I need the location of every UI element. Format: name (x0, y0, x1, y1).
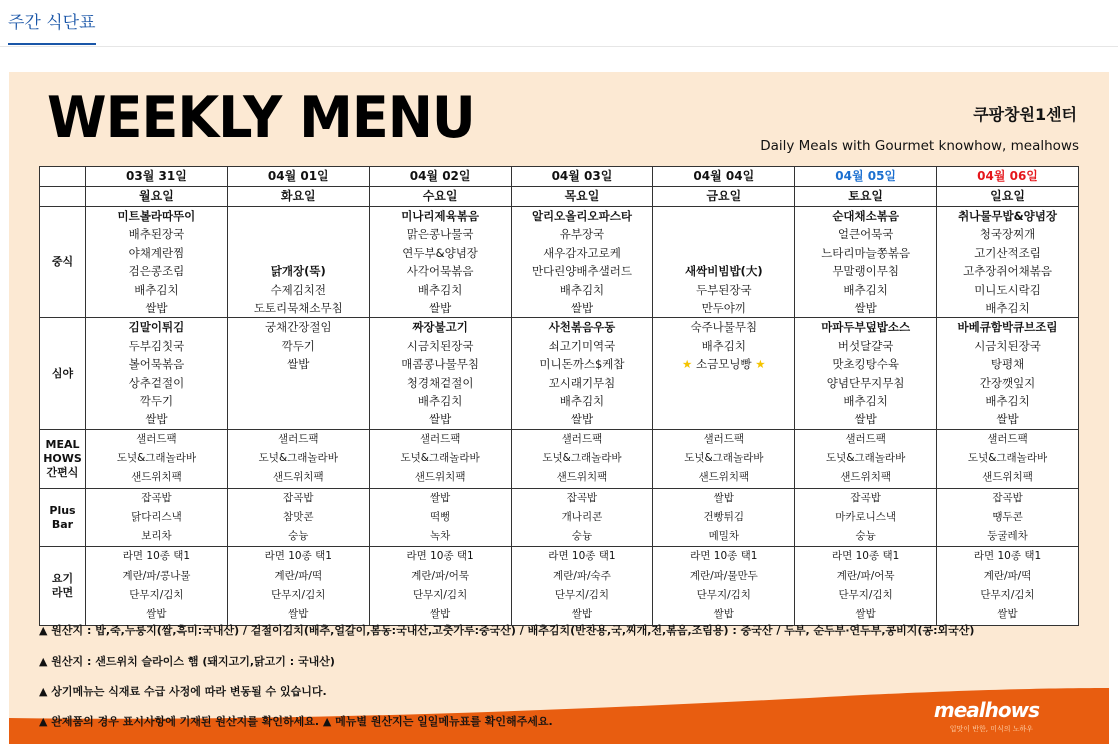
mealhows-logo-subtitle: 입맛이 반한, 미식의 노하우 (949, 725, 1033, 733)
dinner-row (40, 318, 1079, 429)
dinner-cell-sun (937, 318, 1079, 429)
menu-item: 만두야끼 (701, 300, 747, 315)
menu-item: 취나물무밥&양념장 (958, 209, 1057, 223)
menu-item: 시금치된장국 (974, 338, 1041, 353)
lunch-cell-mon (86, 207, 228, 318)
menu-item: 만다린양배추샐러드 (531, 264, 632, 279)
lunch-cell-tue (227, 207, 369, 318)
menu-item: 매콤콩나물무침 (401, 357, 479, 372)
menu-item: 깍두기 (281, 338, 315, 353)
day-cell: 수요일 (369, 187, 511, 207)
date-cell: 03월 31일 (86, 167, 228, 187)
mealhows-cell: 샐러드팩 도넛&그래놀라바 샌드위치팩 (795, 429, 937, 488)
dinner-cell-sat (795, 318, 937, 429)
ramen-cell: 라면 10종 택1 계란/파/어묵 단무지/김치 쌀밥 (795, 547, 937, 625)
menu-item: 배추김치 (134, 282, 179, 297)
menu-item: 소금모닝빵 (696, 357, 752, 372)
plus-bar-cell: 잡곡밥 개나리콘 숭늉 (511, 488, 653, 547)
menu-item: 알리오올리오파스타 (531, 209, 632, 223)
dinner-label: 심야 (40, 318, 86, 429)
lunch-cell-wed (369, 207, 511, 318)
day-cell: 월요일 (86, 187, 228, 207)
menu-item: 궁채간장절임 (264, 320, 332, 335)
menu-item: 배추김치 (843, 282, 888, 297)
menu-item: 닭개장(뚝) (270, 264, 326, 279)
note-sandwich: ▲ 원산지 : 샌드위치 슬라이스 햄 (돼지고기,닭고기 : 국내산) (39, 655, 335, 668)
plus-bar-cell: 잡곡밥 닭다리스낵 보리차 (86, 488, 228, 547)
center-name: 쿠팡창원1센터 (973, 105, 1077, 124)
menu-item: 탕평채 (990, 357, 1025, 372)
menu-item: 쌀밥 (854, 412, 877, 427)
menu-item: 배추김치 (559, 393, 605, 408)
menu-item: 볼어묵볶음 (128, 357, 185, 372)
mealhows-cell: 샐러드팩 도넛&그래놀라바 샌드위치팩 (227, 429, 369, 488)
menu-item: 새우감자고로케 (543, 245, 621, 260)
menu-item: 상추겉절이 (128, 375, 185, 390)
menu-item: 검은콩조림 (128, 264, 185, 279)
menu-item: 양념단무지무침 (826, 375, 905, 390)
menu-item (653, 410, 794, 428)
lunch-cell-fri (653, 207, 795, 318)
menu-item: 배추김치 (843, 393, 888, 408)
day-cell: 토요일 (795, 187, 937, 207)
corner-cell (40, 187, 86, 207)
date-cell: 04월 03일 (511, 167, 653, 187)
menu-item-with-stars (653, 355, 794, 373)
corner-cell (40, 167, 86, 187)
date-cell: 04월 02일 (369, 167, 511, 187)
day-row (40, 187, 1079, 207)
menu-item (228, 392, 369, 410)
menu-item: 미나리제육볶음 (401, 209, 479, 223)
weekly-menu-title: WEEKLY MENU (47, 84, 475, 151)
ramen-label: 요기 라면 (40, 547, 86, 625)
menu-item: 짜장불고기 (412, 320, 468, 335)
plus-bar-cell: 잡곡밥 참맛콘 숭늉 (227, 488, 369, 547)
lunch-cell-sat (795, 207, 937, 318)
mealhows-row (40, 429, 1079, 488)
menu-item: 느타리마늘쫑볶음 (821, 245, 911, 260)
menu-item: 배추된장국 (128, 227, 185, 242)
menu-item (653, 392, 794, 410)
plus-bar-cell: 쌀밥 건빵튀김 메밀차 (653, 488, 795, 547)
menu-item: 새싹비빔밥(大) (685, 264, 763, 279)
menu-item: 배추김치 (701, 338, 747, 353)
menu-item (228, 207, 369, 225)
note-origin: ▲ 원산지 : 밥,죽,누룽지(쌀,흑미:국내산) / 겉절이김치(배추,얼갈이,봄동:국내산,고춧가루:중국산) / 배추김치(반찬용,국,찌개,전,볶음,조림용) : 중국산 / 두부, 순두부·연두부,콩비지(콩:외국산) (39, 624, 975, 637)
dinner-cell-thu (511, 318, 653, 429)
page-title-tab[interactable]: 주간 식단표 (8, 8, 96, 45)
dinner-cell-fri (653, 318, 795, 429)
menu-item: 쌀밥 (854, 300, 877, 315)
menu-item: 쌀밥 (429, 412, 452, 427)
menu-item: 무말랭이무침 (832, 264, 899, 279)
date-row (40, 167, 1079, 187)
menu-item: 꼬시래기무침 (548, 375, 616, 390)
ramen-cell: 라면 10종 택1 계란/파/떡 단무지/김치 쌀밥 (937, 547, 1079, 625)
plus-bar-label: Plus Bar (40, 488, 86, 547)
day-cell: 일요일 (937, 187, 1079, 207)
menu-item: 배추김치 (417, 393, 463, 408)
menu-item: 시금치된장국 (406, 338, 474, 353)
menu-item: 청경채겉절이 (406, 375, 474, 390)
star-icon: ★ (755, 357, 766, 372)
menu-item: 고추장쥐어채볶음 (963, 264, 1052, 279)
menu-item: 순대채소볶음 (832, 209, 899, 223)
menu-item (653, 207, 794, 225)
note-change: ▲ 상기메뉴는 식재료 수급 사정에 따라 변동될 수 있습니다. (39, 685, 327, 698)
ramen-cell: 라면 10종 택1 계란/파/물만두 단무지/김치 쌀밥 (653, 547, 795, 625)
page-header (0, 0, 1118, 47)
menu-item: 맛초킹탕수육 (832, 357, 899, 372)
lunch-cell-thu (511, 207, 653, 318)
star-icon: ★ (682, 357, 693, 372)
menu-item: 미니돈까스$케찹 (539, 357, 625, 372)
lunch-label: 중식 (40, 207, 86, 318)
date-cell-sunday: 04월 06일 (937, 167, 1079, 187)
menu-item: 미니도시락김 (974, 282, 1041, 297)
dinner-cell-tue (227, 318, 369, 429)
menu-item: 얼큰어묵국 (837, 227, 894, 242)
tagline: Daily Meals with Gourmet knowhow, mealhows (760, 138, 1079, 154)
menu-item: 두부된장국 (696, 282, 752, 297)
menu-item (653, 374, 794, 392)
menu-item: 배추김치 (985, 300, 1030, 315)
menu-item: 버섯달걀국 (837, 338, 894, 353)
menu-item: 바베큐함박큐브조림 (957, 320, 1058, 335)
day-cell: 화요일 (227, 187, 369, 207)
menu-item (653, 225, 794, 243)
date-cell-saturday: 04월 05일 (795, 167, 937, 187)
mealhows-cell: 샐러드팩 도넛&그래놀라바 샌드위치팩 (653, 429, 795, 488)
menu-item: 배추김치 (559, 282, 605, 297)
menu-item: 사각어묵볶음 (406, 264, 474, 279)
menu-item: 간장깻잎지 (979, 375, 1036, 390)
menu-item (653, 244, 794, 262)
mealhows-label: MEAL HOWS 간편식 (40, 429, 86, 488)
date-cell: 04월 04일 (653, 167, 795, 187)
lunch-cell-sun (937, 207, 1079, 318)
menu-item (228, 244, 369, 262)
menu-item: 사천볶음우동 (548, 320, 616, 335)
ramen-cell: 라면 10종 택1 계란/파/숙주 단무지/김치 쌀밥 (511, 547, 653, 625)
plus-bar-cell: 잡곡밥 땡두콘 둥굴레차 (937, 488, 1079, 547)
day-cell: 금요일 (653, 187, 795, 207)
plus-bar-row (40, 488, 1079, 547)
mealhows-cell: 샐러드팩 도넛&그래놀라바 샌드위치팩 (369, 429, 511, 488)
ramen-cell: 라면 10종 택1 계란/파/콩나물 단무지/김치 쌀밥 (86, 547, 228, 625)
menu-item: 두부김칫국 (128, 338, 185, 353)
menu-item: 쌀밥 (145, 412, 168, 427)
menu-item: 배추김치 (985, 393, 1030, 408)
menu-item: 쌀밥 (145, 300, 168, 315)
menu-item: 미트볼라따뚜이 (117, 209, 196, 223)
menu-item: 마파두부덮밥소스 (821, 320, 911, 335)
menu-item: 야채계란찜 (128, 245, 185, 260)
menu-item: 청국장찌개 (979, 227, 1036, 242)
menu-item: 맑은콩나물국 (406, 227, 474, 242)
ramen-cell: 라면 10종 택1 계란/파/떡 단무지/김치 쌀밥 (227, 547, 369, 625)
menu-item: 수제김치전 (270, 282, 327, 297)
date-cell: 04월 01일 (227, 167, 369, 187)
dinner-cell-mon (86, 318, 228, 429)
plus-bar-cell: 쌀밥 떡뻥 녹차 (369, 488, 511, 547)
mealhows-cell: 샐러드팩 도넛&그래놀라바 샌드위치팩 (511, 429, 653, 488)
menu-item: 배추김치 (417, 282, 463, 297)
menu-item: 깍두기 (139, 393, 174, 408)
ramen-row (40, 547, 1079, 625)
menu-item (228, 410, 369, 428)
menu-item: 쌀밥 (996, 412, 1019, 427)
plus-bar-cell: 잡곡밥 마카로니스낵 숭늉 (795, 488, 937, 547)
lunch-row (40, 207, 1079, 318)
menu-item: 연두부&양념장 (402, 245, 478, 260)
menu-item (228, 374, 369, 392)
mealhows-logo: mealhows (933, 698, 1039, 722)
menu-item: 쌀밥 (570, 412, 594, 427)
menu-item (228, 225, 369, 243)
menu-item: 유부장국 (559, 227, 605, 242)
weekly-menu-image (9, 72, 1109, 744)
ramen-cell: 라면 10종 택1 계란/파/어묵 단무지/김치 쌀밥 (369, 547, 511, 625)
menu-item: 숙주나물무침 (690, 320, 758, 335)
day-cell: 목요일 (511, 187, 653, 207)
menu-item: 쌀밥 (429, 300, 452, 315)
mealhows-cell: 샐러드팩 도넛&그래놀라바 샌드위치팩 (937, 429, 1079, 488)
menu-item: 고기산적조림 (974, 245, 1041, 260)
menu-item: 쌀밥 (287, 357, 310, 372)
dinner-cell-wed (369, 318, 511, 429)
menu-table (39, 166, 1079, 626)
menu-item: 쇠고기미역국 (548, 338, 616, 353)
menu-item: 도토리묵채소무침 (253, 300, 343, 315)
mealhows-cell: 샐러드팩 도넛&그래놀라바 샌드위치팩 (86, 429, 228, 488)
note-products: ▲ 완제품의 경우 표시사항에 기재된 원산지를 확인하세요. ▲ 메뉴별 원산지는 일일메뉴표를 확인해주세요. (39, 715, 553, 728)
menu-item: 쌀밥 (570, 300, 594, 315)
menu-item: 김말이튀김 (128, 320, 185, 335)
